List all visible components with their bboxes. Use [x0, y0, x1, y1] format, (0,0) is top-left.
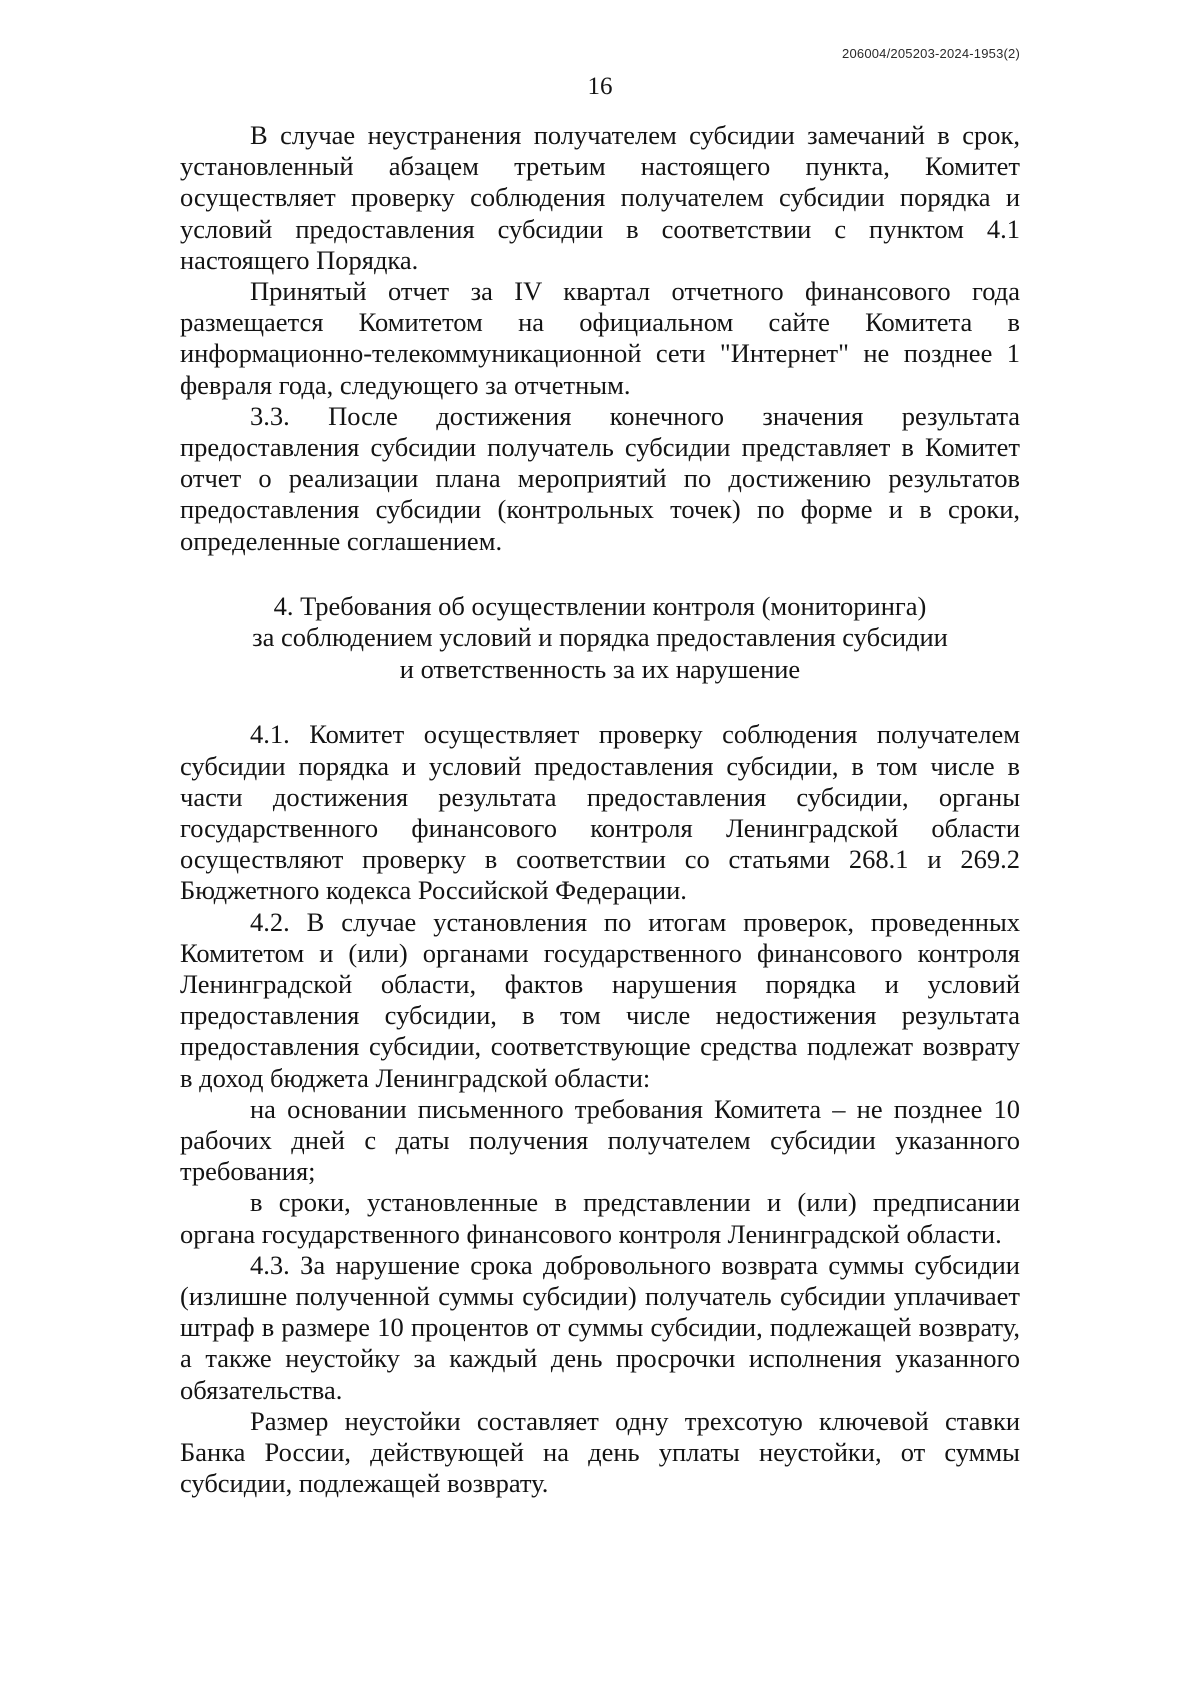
paragraph-4-1: 4.1. Комитет осуществляет проверку соблюдения получателем субсидии порядка и условий предоставления субсидии, в том числе в части достижения результата предоставления субсидии, органы государственного финансового контроля Ленинградской области осуществляют проверку в соответствии со статьями 268.1 и 269.2 Бюджетного кодекса Российской Федерации.	[180, 719, 1020, 906]
paragraph-4-2-written-demand: на основании письменного требования Комитета – не позднее 10 рабочих дней с даты получения получателем субсидии указанного требования;	[180, 1093, 1020, 1187]
document-body	[180, 120, 1020, 1499]
paragraph-4-2: 4.2. В случае установления по итогам проверок, проведенных Комитетом и (или) органами государственного финансового контроля Ленинградской области, фактов нарушения порядка и условий предоставления субсидии, в том числе недостижения результата предоставления субсидии, соответствующие средства подлежат возврату в доход бюджета Ленинградской области:	[180, 906, 1020, 1093]
section-4-heading-line-2: за соблюдением условий и порядка предоставления субсидии	[252, 622, 948, 653]
page-number: 16	[587, 73, 613, 100]
paragraph-3-3: 3.3. После достижения конечного значения результата предоставления субсидии получатель субсидии представляет в Комитет отчет о реализации плана мероприятий по достижению результатов предоставления субсидии (контрольных точек) по форме и в сроки, определенные соглашением.	[180, 400, 1020, 556]
paragraph-penalty-size: Размер неустойки составляет одну трехсотую ключевой ставки Банка России, действующей на день уплаты неустойки, от суммы субсидии, подлежащей возврату.	[180, 1405, 1020, 1499]
section-4-heading-line-3: и ответственность за их нарушение	[399, 653, 801, 684]
paragraph-4-2-control-terms: в сроки, установленные в представлении и (или) предписании органа государственного финансового контроля Ленинградской области.	[180, 1187, 1020, 1249]
section-4-heading	[180, 591, 1020, 686]
section-4-heading-line-1: 4. Требования об осуществлении контроля (мониторинга)	[273, 590, 927, 621]
paragraph-remarks-uncorrected: В случае неустранения получателем субсидии замечаний в срок, установленный абзацем третьим настоящего пункта, Комитет осуществляет проверку соблюдения получателем субсидии порядка и условий предоставления субсидии в соответствии с пунктом 4.1 настоящего Порядка.	[180, 120, 1020, 275]
paragraph-q4-report: Принятый отчет за IV квартал отчетного финансового года размещается Комитетом на официальном сайте Комитета в информационно-телекоммуникационной сети "Интернет" не позднее 1 февраля года, следующего за отчетным.	[180, 276, 1020, 400]
paragraph-4-3: 4.3. За нарушение срока добровольного возврата суммы субсидии (излишне полученной суммы субсидии) получатель субсидии уплачивает штраф в размере 10 процентов от суммы субсидии, подлежащей возврату, а также неустойку за каждый день просрочки исполнения указанного обязательства.	[180, 1249, 1020, 1405]
document-id: 206004/205203-2024-1953(2)	[842, 46, 1020, 61]
